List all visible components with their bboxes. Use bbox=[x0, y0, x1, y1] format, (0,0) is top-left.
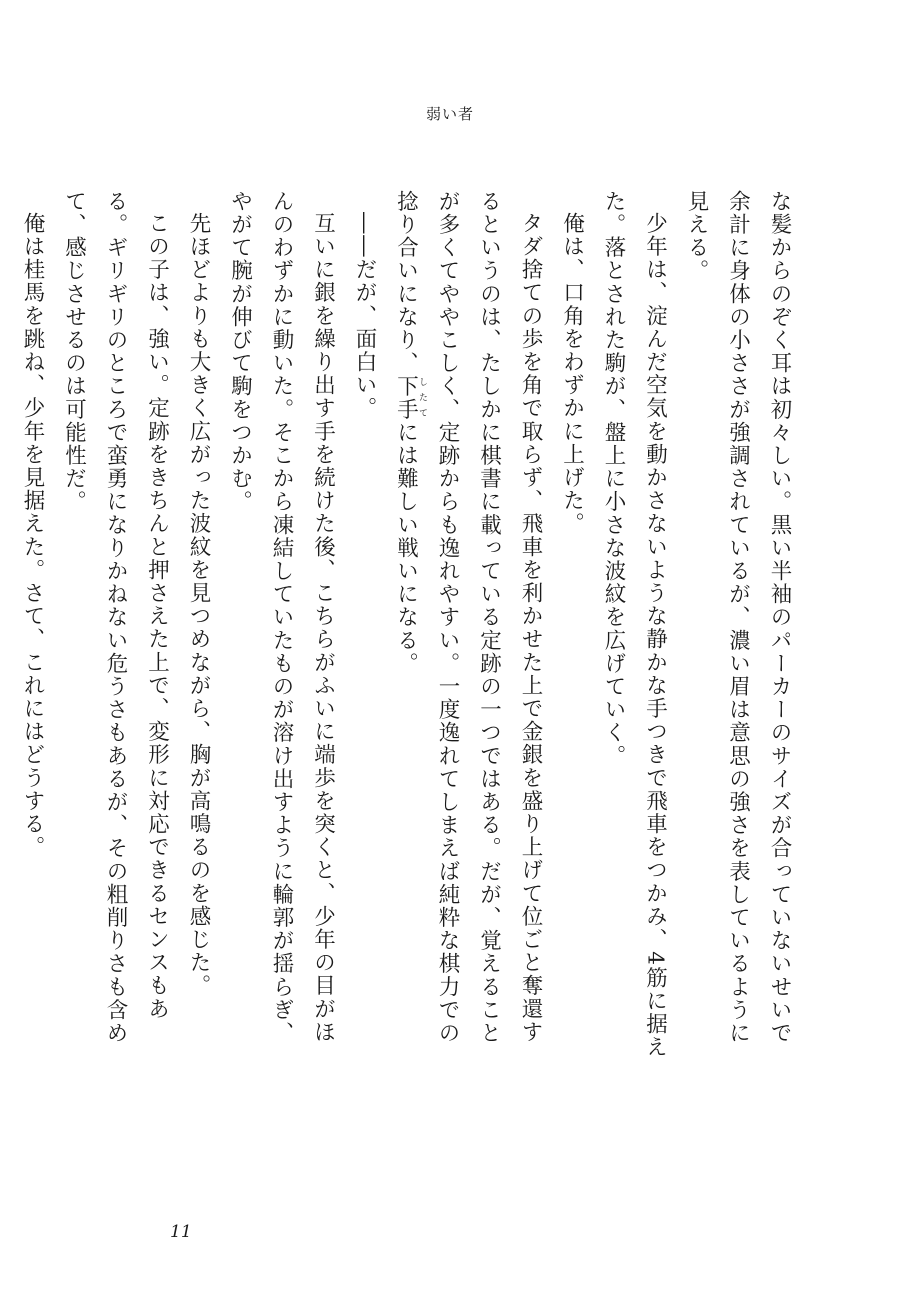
paragraph: 互いに銀を繰り出す手を続けた後、こちらがふいに端歩を突くと、少年の目がほんのわずかに動いた。そこから凍結していたものが溶け出すように輪郭が揺らぎ、やがて腕が伸びて駒をつかむ。 bbox=[227, 190, 336, 1045]
paragraph: な髪からのぞく耳は初々しい。黒い半袖のパーカーのサイズが合っていないせいで余計に身体の小ささが強調されているが、濃い眉は意思の強さを表しているように見える。 bbox=[684, 190, 792, 1045]
ruby-term bbox=[393, 374, 427, 422]
paragraph bbox=[385, 190, 551, 1060]
page-number: 11 bbox=[170, 1222, 192, 1242]
running-header: 弱い者 bbox=[425, 105, 474, 123]
ruby-reading: したて bbox=[417, 374, 427, 421]
paragraph-text: には難しい戦いになる。 bbox=[393, 421, 419, 676]
ruby-base: 下手 bbox=[393, 374, 419, 422]
paragraph: 俺は桂馬を跳ね、少年を見据えた。さて、これにはどうする。 bbox=[20, 211, 45, 859]
body-text bbox=[20, 190, 800, 1060]
paragraph: ――だが、面白い。 bbox=[352, 211, 377, 420]
paragraph: 少年は、淀んだ空気を動かさないような静かな手つきで飛車をつかみ、4筋に据えた。落とされた駒が、盤上に小さな波紋を広げていく。 bbox=[601, 190, 668, 1059]
paragraph: この子は、強い。定跡をきちんと押さえた上で、変形に対応できるセンスもある。ギリギリのところで蛮勇になりかねない危うさもあるが、その粗削りさも含めて、感じさせるのは可能性だ。 bbox=[61, 190, 170, 1045]
paragraph: 先ほどよりも大きく広がった波紋を見つめながら、胸が高鳴るのを感じた。 bbox=[186, 211, 211, 997]
paragraph-text: タダ捨ての歩を角で取らず、飛車を利かせた上で金銀を盛り上げて位ごと奪還するというのは、たしかに棋書に載っている定跡の一つではある。だが、覚えることが多くてややこしく、定跡からも逸れやすい。一度逸れてしまえば純粋な棋力での捻り合いになり、 bbox=[393, 190, 543, 1045]
paragraph: 俺は、口角をわずかに上げた。 bbox=[559, 211, 585, 535]
